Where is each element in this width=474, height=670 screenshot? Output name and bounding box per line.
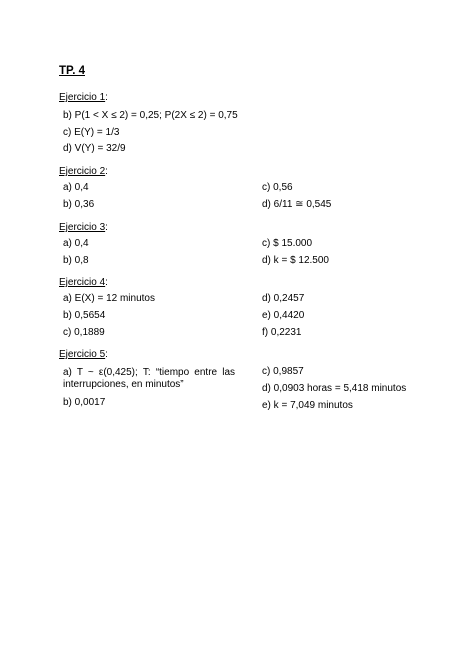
exercise-5-answer-c: c) 0,9857 bbox=[262, 366, 304, 377]
exercise-5-answer-a: a) T ~ ε(0,425); T: “tiempo entre las interrupciones, en minutos” bbox=[63, 367, 235, 390]
exercise-3-heading bbox=[59, 222, 108, 234]
exercise-3-answer-b: b) 0,8 bbox=[63, 255, 89, 266]
exercise-2-answer-d: d) 6/11 ≅ 0,545 bbox=[262, 199, 332, 210]
exercise-2-answer-a: a) 0,4 bbox=[63, 182, 89, 193]
exercise-4-answer-a: a) E(X) = 12 minutos bbox=[63, 293, 155, 304]
exercise-4-answer-c: c) 0,1889 bbox=[63, 327, 105, 338]
exercise-2-colon: : bbox=[105, 166, 108, 177]
exercise-4-answer-b: b) 0,5654 bbox=[63, 310, 106, 321]
exercise-4-answer-d: d) 0,2457 bbox=[262, 293, 305, 304]
exercise-4-colon: : bbox=[105, 277, 108, 288]
exercise-1-answer-d: d) V(Y) = 32/9 bbox=[63, 143, 126, 154]
exercise-5-answer-d: d) 0,0903 horas = 5,418 minutos bbox=[262, 383, 407, 394]
page-title: TP. 4 bbox=[59, 65, 85, 77]
exercise-5-colon: : bbox=[105, 349, 108, 360]
exercise-3-answer-c: c) $ 15.000 bbox=[262, 238, 313, 249]
exercise-2-label: Ejercicio 2 bbox=[59, 166, 106, 177]
exercise-2-answer-c: c) 0,56 bbox=[262, 182, 293, 193]
exercise-4-heading bbox=[59, 277, 108, 289]
exercise-4-label: Ejercicio 4 bbox=[59, 277, 106, 288]
exercise-3-label: Ejercicio 3 bbox=[59, 222, 106, 233]
exercise-5-answer-b: b) 0,0017 bbox=[63, 397, 106, 408]
exercise-4-answer-e: e) 0,4420 bbox=[262, 310, 305, 321]
exercise-3-answer-d: d) k = $ 12.500 bbox=[262, 255, 329, 266]
exercise-2-heading bbox=[59, 166, 108, 178]
exercise-5-answer-e: e) k = 7,049 minutos bbox=[262, 400, 353, 411]
exercise-1-heading bbox=[59, 92, 108, 104]
exercise-1-label: Ejercicio 1 bbox=[59, 92, 106, 103]
exercise-1-answer-c: c) E(Y) = 1/3 bbox=[63, 127, 120, 138]
exercise-4-answer-f: f) 0,2231 bbox=[262, 327, 302, 338]
exercise-5-label: Ejercicio 5 bbox=[59, 349, 106, 360]
exercise-5-heading bbox=[59, 349, 108, 361]
exercise-3-colon: : bbox=[105, 222, 108, 233]
exercise-3-answer-a: a) 0,4 bbox=[63, 238, 89, 249]
exercise-2-answer-b: b) 0,36 bbox=[63, 199, 95, 210]
exercise-1-colon: : bbox=[105, 92, 108, 103]
exercise-1-answer-b: b) P(1 < X ≤ 2) = 0,25; P(2X ≤ 2) = 0,75 bbox=[63, 110, 238, 121]
